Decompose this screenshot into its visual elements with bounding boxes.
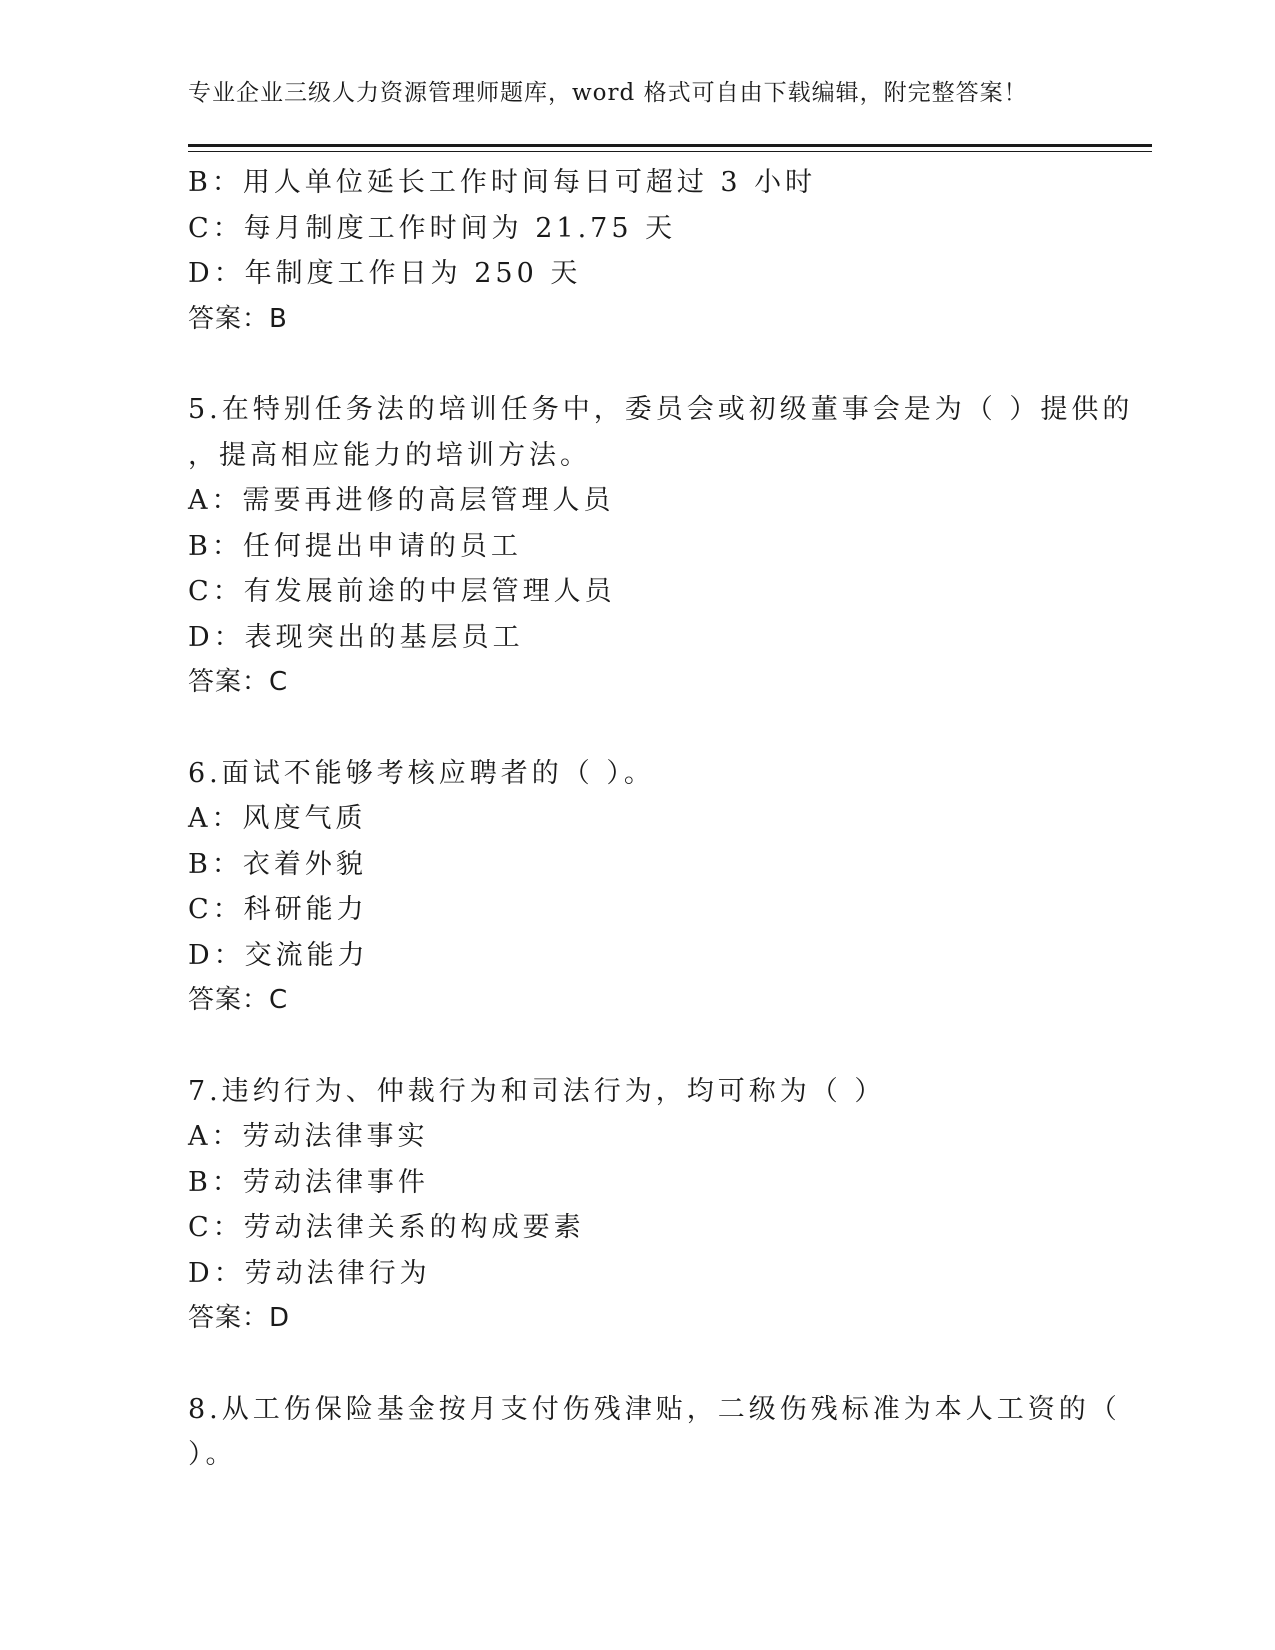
option-d: D：表现突出的基层员工 bbox=[188, 621, 524, 653]
question-7 bbox=[188, 1069, 1088, 1342]
question-stem: 8.从工伤保险基金按月支付伤残津贴，二级伤残标准为本人工资的（ bbox=[188, 1393, 1121, 1425]
option-a: A：劳动法律事实 bbox=[188, 1121, 429, 1152]
question-content bbox=[188, 160, 1134, 1478]
question-stem: 7.违约行为、仲裁行为和司法行为，均可称为（ ） bbox=[188, 1075, 886, 1107]
answer-line: 答案：C bbox=[188, 985, 289, 1015]
answer-line: 答案：D bbox=[188, 1303, 291, 1333]
option-d: D：年制度工作日为 250 天 bbox=[188, 258, 582, 289]
option-b: B：劳动法律事件 bbox=[188, 1166, 429, 1198]
option-c: C：每月制度工作时间为 21.75 天 bbox=[188, 212, 677, 244]
question-stem: ）。 bbox=[188, 1439, 237, 1470]
option-d: D：劳动法律行为 bbox=[188, 1257, 431, 1289]
option-b: B：任何提出申请的员工 bbox=[188, 530, 522, 562]
header-rule-thick bbox=[188, 144, 1152, 147]
answer-line: 答案：B bbox=[188, 303, 288, 334]
option-c: C：劳动法律关系的构成要素 bbox=[188, 1212, 585, 1243]
question-6 bbox=[188, 751, 1088, 1024]
question-stem: 5.在特别任务法的培训任务中，委员会或初级董事会是为（ ）提供的 bbox=[188, 394, 1134, 425]
option-a: A：需要再进修的高层管理人员 bbox=[188, 485, 615, 516]
answer-line: 答案：C bbox=[188, 667, 289, 697]
option-a: A：风度气质 bbox=[188, 803, 367, 834]
option-c: C：科研能力 bbox=[188, 894, 368, 925]
header-rule-thin bbox=[188, 151, 1152, 152]
continued-question bbox=[188, 160, 1088, 342]
question-stem: 6.面试不能够考核应聘者的（ ）。 bbox=[188, 757, 655, 789]
option-c: C：有发展前途的中层管理人员 bbox=[188, 576, 616, 607]
page-header: 专业企业三级人力资源管理师题库，word 格式可自由下载编辑，附完整答案！ bbox=[188, 80, 1028, 106]
question-5 bbox=[188, 387, 1134, 706]
question-8 bbox=[188, 1387, 1121, 1478]
question-stem: ，提高相应能力的培训方法。 bbox=[188, 439, 591, 471]
option-b: B：用人单位延长工作时间每日可超过 3 小时 bbox=[188, 167, 817, 198]
option-b: B：衣着外貌 bbox=[188, 848, 367, 880]
option-d: D：交流能力 bbox=[188, 939, 369, 971]
